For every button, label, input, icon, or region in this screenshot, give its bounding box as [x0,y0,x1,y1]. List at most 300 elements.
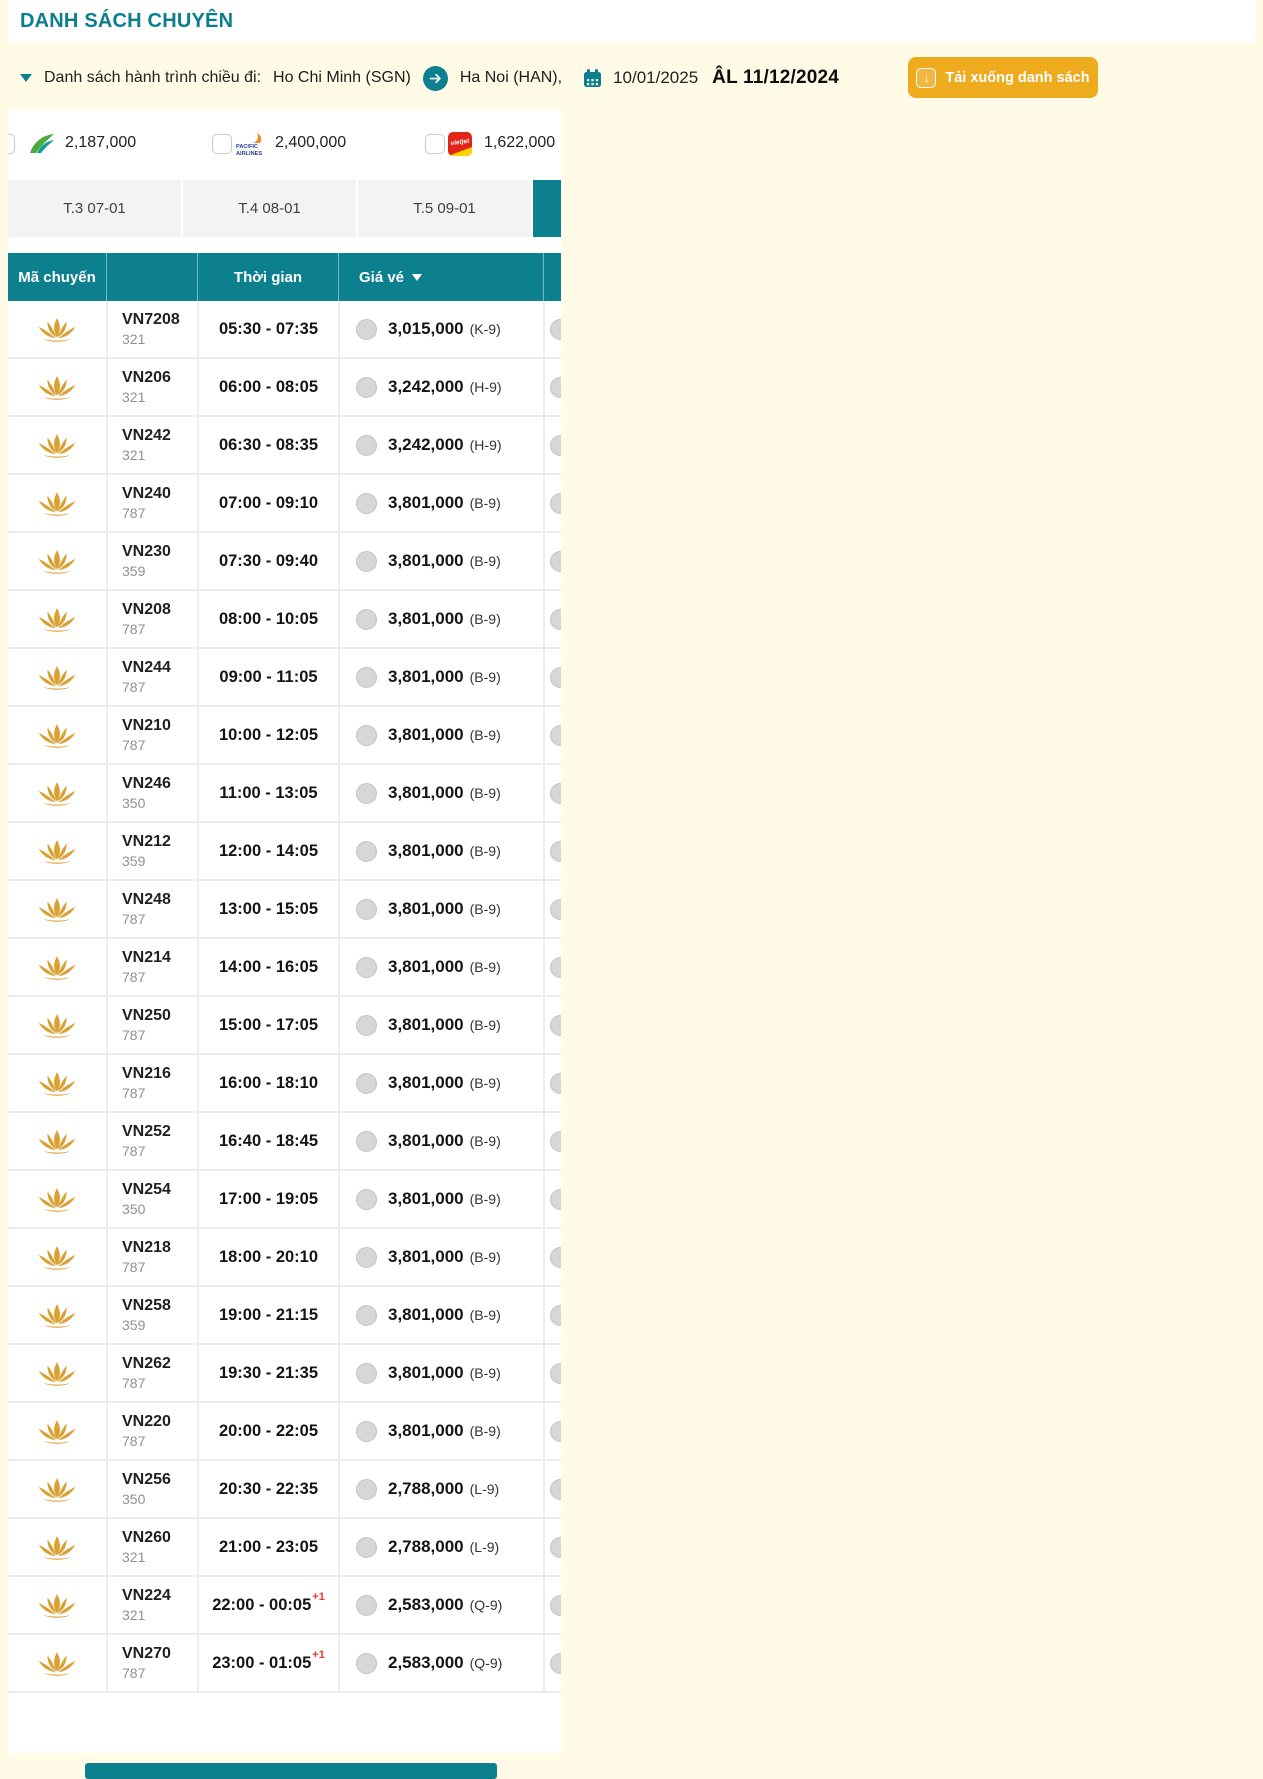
fare-radio-button[interactable] [356,1653,377,1674]
arrow-right-circle-icon [423,66,448,91]
time-cell [197,939,338,995]
plus-one-indicator: +1 [312,1649,325,1661]
vietnam-airlines-lotus-icon [36,1591,78,1620]
fare-radio-button[interactable] [356,667,377,688]
table-row [8,939,561,997]
fare-radio-button[interactable] [550,1131,561,1152]
flight-time: 14:00 - 16:05 [218,957,319,976]
fare-price: 3,801,000 [388,957,464,976]
airline-cell [8,359,106,415]
price-cell-2-clipped [543,997,561,1053]
table-header [8,253,561,301]
title-band [8,0,1255,42]
fare-price: 3,801,000 [388,493,464,512]
airline-checkbox-vietjet[interactable] [425,134,445,154]
flight-time: 07:00 - 09:10 [218,493,319,512]
airline-cell [8,1461,106,1517]
fare-radio-button[interactable] [356,1015,377,1036]
fare-radio-button[interactable] [356,957,377,978]
flight-code: VN240 [122,484,171,502]
price-cell-2-clipped [543,1229,561,1285]
time-cell [197,1635,338,1691]
price-cell [338,533,543,589]
table-row [8,1113,561,1171]
fare-class: (B-9) [469,901,501,917]
fare-radio-button[interactable] [550,1595,561,1616]
download-list-button[interactable] [908,57,1098,98]
flight-code: VN210 [122,716,171,734]
download-label: Tải xuống danh sách [945,69,1090,86]
price-cell [338,997,543,1053]
fare-radio-button[interactable] [550,841,561,862]
date-tab-selected[interactable] [533,180,561,237]
fare-radio-button[interactable] [550,493,561,514]
fare-class: (K-9) [469,321,501,337]
price-cell-2-clipped [543,359,561,415]
fare-class: (B-9) [469,611,501,627]
flight-time: 22:00 - 00:05 [212,1595,312,1614]
airline-cell [8,1171,106,1227]
price-cell [338,765,543,821]
fare-price: 2,788,000 [388,1537,464,1556]
plus-one-indicator: +1 [312,1591,325,1603]
airline-cell [8,1229,106,1285]
airline-checkbox-pacific[interactable] [212,134,232,154]
airline-cell [8,707,106,763]
price-cell-2-clipped [543,475,561,531]
flight-code-cell [106,359,197,415]
time-cell [197,707,338,763]
fare-price: 3,801,000 [388,1015,464,1034]
aircraft-type: 787 [122,1374,146,1391]
airline-cell [8,417,106,473]
flight-code: VN270 [122,1644,171,1662]
vietnam-airlines-lotus-icon [36,489,78,518]
flight-code: VN258 [122,1296,171,1314]
vietnam-airlines-lotus-icon [36,663,78,692]
aircraft-type: 350 [122,794,146,811]
aircraft-type: 787 [122,1026,146,1043]
flight-code-cell [106,417,197,473]
lunar-date: ÂL 11/12/2024 [712,67,840,88]
time-cell [197,1577,338,1633]
fare-radio-button[interactable] [356,1479,377,1500]
flight-rows [8,301,561,1693]
fare-radio-button[interactable] [550,1189,561,1210]
flight-code: VN230 [122,542,171,560]
fare-radio-button[interactable] [356,899,377,920]
price-cell-2-clipped [543,1055,561,1111]
price-cell [338,475,543,531]
flight-list-panel [8,110,561,1753]
vietnam-airlines-lotus-icon [36,895,78,924]
flight-code-cell [106,1461,197,1517]
fare-radio-button[interactable] [550,551,561,572]
price-cell [338,1171,543,1227]
fare-class: (B-9) [469,1249,501,1265]
flight-code-cell [106,649,197,705]
time-cell [197,1229,338,1285]
price-cell-2-clipped [543,1345,561,1401]
table-row [8,301,561,359]
fare-radio-button[interactable] [550,957,561,978]
fare-class: (B-9) [469,1191,501,1207]
table-row [8,765,561,823]
flight-time: 23:00 - 01:05 [212,1653,312,1672]
airline-cell [8,881,106,937]
fare-price: 3,801,000 [388,1421,464,1440]
flight-code-cell [106,591,197,647]
column-header-price-2 [543,253,561,301]
fare-price: 2,583,000 [388,1595,464,1614]
vietnam-airlines-lotus-icon [36,1649,78,1678]
airline-cell [8,1055,106,1111]
flight-code-cell [106,939,197,995]
flight-code-cell [106,1635,197,1691]
airline-cell [8,1519,106,1575]
price-cell-2-clipped [543,939,561,995]
fare-class: (B-9) [469,1017,501,1033]
aircraft-type: 321 [122,1606,146,1623]
flight-code: VN248 [122,890,171,908]
airline-min-price: 1,622,000 [484,134,556,151]
price-cell-2-clipped [543,881,561,937]
price-cell-2-clipped [543,707,561,763]
flight-code-cell [106,707,197,763]
departure-date: 10/01/2025 [613,68,699,87]
aircraft-type: 359 [122,1316,146,1333]
table-row [8,1403,561,1461]
flight-code-cell [106,765,197,821]
price-cell-2-clipped [543,823,561,879]
airline-cell [8,475,106,531]
fare-class: (B-9) [469,785,501,801]
fare-radio-button[interactable] [356,609,377,630]
aircraft-type: 787 [122,504,146,521]
aircraft-type: 787 [122,678,146,695]
flight-code-cell [106,1287,197,1343]
price-cell [338,301,543,357]
flight-time: 20:00 - 22:05 [218,1421,319,1440]
flight-time: 13:00 - 15:05 [218,899,319,918]
airline-cell [8,591,106,647]
airline-cell [8,301,106,357]
fare-class: (Q-9) [469,1597,503,1613]
fare-radio-button[interactable] [356,319,377,340]
price-cell-2-clipped [543,301,561,357]
fare-radio-button[interactable] [356,1595,377,1616]
column-header-empty [106,253,197,301]
fare-radio-button[interactable] [550,899,561,920]
fare-radio-button[interactable] [356,841,377,862]
flight-time: 18:00 - 20:10 [218,1247,319,1266]
flight-code: VN216 [122,1064,171,1082]
flight-code: VN220 [122,1412,171,1430]
table-row [8,1345,561,1403]
vietnam-airlines-lotus-icon [36,1011,78,1040]
table-row [8,1171,561,1229]
price-cell-2-clipped [543,1519,561,1575]
column-header-flight-code: Mã chuyến [18,268,96,286]
flight-time: 16:40 - 18:45 [218,1131,319,1150]
price-cell [338,1055,543,1111]
table-row [8,649,561,707]
vietnam-airlines-lotus-icon [36,547,78,576]
aircraft-type: 321 [122,1548,146,1565]
price-cell [338,591,543,647]
airline-cell [8,1403,106,1459]
fare-class: (B-9) [469,959,501,975]
price-cell [338,1113,543,1169]
flight-code: VN208 [122,600,171,618]
airline-cell [8,649,106,705]
fare-radio-button[interactable] [550,1537,561,1558]
price-cell [338,823,543,879]
flight-code: VN246 [122,774,171,792]
price-cell [338,1577,543,1633]
flight-time: 07:30 - 09:40 [218,551,319,570]
bamboo-airways-logo-icon [28,133,55,155]
flight-time: 21:00 - 23:05 [218,1537,319,1556]
aircraft-type: 787 [122,1664,146,1681]
calendar-icon [582,68,603,89]
fare-price: 3,015,000 [388,319,464,338]
time-cell [197,1345,338,1401]
fare-radio-button[interactable] [356,1189,377,1210]
price-cell [338,1345,543,1401]
date-tab[interactable]: T.5 09-01 [358,180,531,237]
flight-time: 05:30 - 07:35 [218,319,319,338]
price-cell-2-clipped [543,649,561,705]
fare-radio-button[interactable] [356,1073,377,1094]
fare-radio-button[interactable] [550,1015,561,1036]
price-cell [338,1519,543,1575]
vietnam-airlines-lotus-icon [36,1185,78,1214]
fare-radio-button[interactable] [550,1653,561,1674]
aircraft-type: 787 [122,968,146,985]
fare-radio-button[interactable] [550,1479,561,1500]
airline-cell [8,1113,106,1169]
vietnam-airlines-lotus-icon [36,1243,78,1272]
fare-price: 3,801,000 [388,783,464,802]
fare-radio-button[interactable] [550,783,561,804]
fare-radio-button[interactable] [550,1247,561,1268]
fare-class: (B-9) [469,1307,501,1323]
price-cell-2-clipped [543,1403,561,1459]
time-cell [197,1113,338,1169]
fare-price: 3,801,000 [388,1247,464,1266]
column-header-price[interactable]: Giá vé [338,253,543,301]
time-cell [197,359,338,415]
fare-radio-button[interactable] [356,1305,377,1326]
table-row [8,475,561,533]
vietnam-airlines-lotus-icon [36,1417,78,1446]
flight-code-cell [106,533,197,589]
date-tab[interactable]: T.3 07-01 [8,180,181,237]
aircraft-type: 787 [122,736,146,753]
airline-cell [8,997,106,1053]
time-cell [197,533,338,589]
price-cell-2-clipped [543,1577,561,1633]
price-cell [338,707,543,763]
time-cell [197,1461,338,1517]
table-row [8,881,561,939]
fare-price: 3,801,000 [388,1189,464,1208]
table-row [8,359,561,417]
fare-radio-button[interactable] [550,1073,561,1094]
vietnam-airlines-lotus-icon [36,837,78,866]
sort-descending-icon[interactable] [412,274,422,281]
aircraft-type: 321 [122,330,146,347]
fare-price: 3,801,000 [388,1131,464,1150]
price-cell-2-clipped [543,1287,561,1343]
fare-radio-button[interactable] [550,1421,561,1442]
fare-class: (B-9) [469,669,501,685]
fare-price: 3,801,000 [388,1363,464,1382]
fare-price: 2,788,000 [388,1479,464,1498]
fare-radio-button[interactable] [550,667,561,688]
flight-code-cell [106,1055,197,1111]
time-cell [197,1519,338,1575]
table-row [8,1577,561,1635]
fare-radio-button[interactable] [356,377,377,398]
price-cell [338,1403,543,1459]
flight-code: VN250 [122,1006,171,1024]
horizontal-scrollbar-thumb[interactable] [85,1763,497,1779]
fare-radio-button[interactable] [356,493,377,514]
flight-time: 16:00 - 18:10 [218,1073,319,1092]
fare-radio-button[interactable] [356,1247,377,1268]
flight-code: VN206 [122,368,171,386]
aircraft-type: 321 [122,388,146,405]
fare-class: (B-9) [469,1365,501,1381]
flight-time: 17:00 - 19:05 [218,1189,319,1208]
vietnam-airlines-lotus-icon [36,1475,78,1504]
time-cell [197,417,338,473]
flight-code-cell [106,823,197,879]
flight-code: VN244 [122,658,171,676]
fare-price: 3,801,000 [388,1073,464,1092]
table-row [8,417,561,475]
flight-code-cell [106,1577,197,1633]
fare-radio-button[interactable] [550,319,561,340]
fare-price: 3,801,000 [388,609,464,628]
flight-time: 10:00 - 12:05 [218,725,319,744]
fare-radio-button[interactable] [356,551,377,572]
time-cell [197,1287,338,1343]
flight-code-cell [106,1229,197,1285]
fare-radio-button[interactable] [550,1363,561,1384]
flight-code-cell [106,881,197,937]
fare-radio-button[interactable] [550,377,561,398]
flight-time: 19:30 - 21:35 [218,1363,319,1382]
fare-radio-button[interactable] [550,435,561,456]
vietnam-airlines-lotus-icon [36,605,78,634]
flight-code-cell [106,997,197,1053]
svg-text:AIRLINES: AIRLINES [236,150,263,156]
time-cell [197,649,338,705]
price-cell [338,939,543,995]
fare-radio-button[interactable] [550,609,561,630]
price-cell [338,1635,543,1691]
table-row [8,591,561,649]
fare-price: 3,801,000 [388,725,464,744]
price-cell-2-clipped [543,1635,561,1691]
flight-code: VN256 [122,1470,171,1488]
time-cell [197,823,338,879]
table-row [8,1055,561,1113]
fare-radio-button[interactable] [356,1421,377,1442]
flight-time: 20:30 - 22:35 [218,1479,319,1498]
time-cell [197,301,338,357]
table-row [8,707,561,765]
fare-class: (B-9) [469,495,501,511]
fare-radio-button[interactable] [356,1363,377,1384]
fare-price: 3,801,000 [388,899,464,918]
fare-radio-button[interactable] [550,725,561,746]
airline-filter-bar [8,110,561,178]
aircraft-type: 787 [122,1258,146,1275]
flight-code: VN212 [122,832,171,850]
vietjet-air-logo-icon: vietjet [448,132,472,156]
fare-price: 3,801,000 [388,1305,464,1324]
aircraft-type: 787 [122,1142,146,1159]
time-cell [197,765,338,821]
flight-code-cell [106,475,197,531]
date-tab[interactable]: T.4 08-01 [183,180,356,237]
flight-time: 12:00 - 14:05 [218,841,319,860]
time-cell [197,1055,338,1111]
price-cell-2-clipped [543,417,561,473]
pacific-airlines-logo-icon [236,133,264,156]
fare-radio-button[interactable] [356,1131,377,1152]
price-cell-2-clipped [543,765,561,821]
caret-down-icon[interactable] [20,74,32,82]
vietnam-airlines-lotus-icon [36,1533,78,1562]
airline-cell [8,823,106,879]
table-row [8,533,561,591]
fare-radio-button[interactable] [356,435,377,456]
fare-radio-button[interactable] [356,1537,377,1558]
price-cell [338,649,543,705]
flight-code-cell [106,1519,197,1575]
airline-cell [8,1577,106,1633]
svg-text:PACIFIC: PACIFIC [236,144,258,150]
airline-cell [8,1635,106,1691]
flight-time: 06:00 - 08:05 [218,377,319,396]
fare-class: (B-9) [469,1075,501,1091]
vietnam-airlines-lotus-icon [36,1069,78,1098]
flight-code: VN218 [122,1238,171,1256]
fare-price: 3,801,000 [388,667,464,686]
price-cell-2-clipped [543,1461,561,1517]
fare-price: 3,242,000 [388,435,464,454]
airline-checkbox-hidden[interactable] [8,134,15,154]
airline-cell [8,533,106,589]
fare-radio-button[interactable] [550,1305,561,1326]
flight-time: 11:00 - 13:05 [219,783,318,802]
fare-radio-button[interactable] [356,725,377,746]
aircraft-type: 359 [122,852,146,869]
fare-price: 3,242,000 [388,377,464,396]
time-cell [197,475,338,531]
fare-class: (Q-9) [469,1655,503,1671]
vietnam-airlines-lotus-icon [36,1301,78,1330]
flight-code: VN214 [122,948,171,966]
vietnam-airlines-lotus-icon [36,315,78,344]
aircraft-type: 787 [122,910,146,927]
fare-radio-button[interactable] [356,783,377,804]
